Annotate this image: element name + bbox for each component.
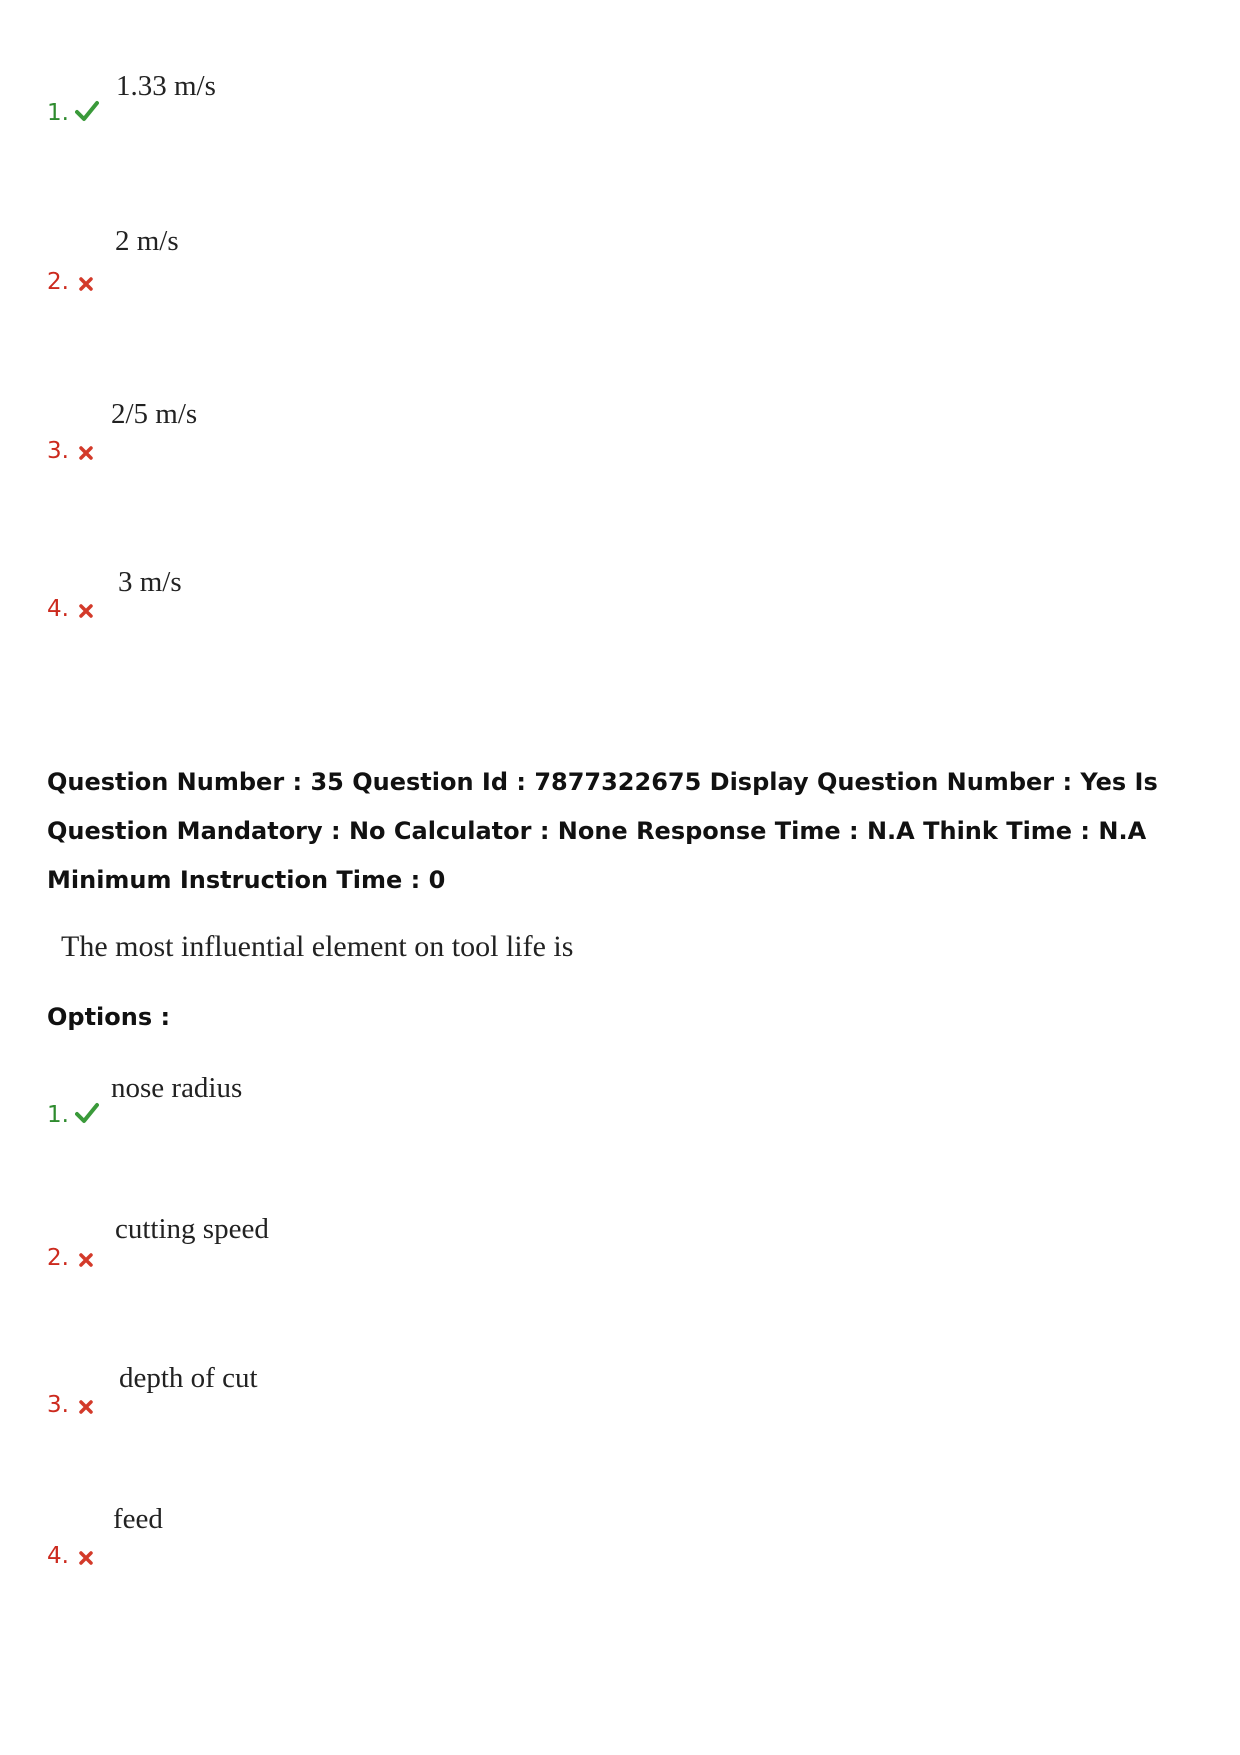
option-text: depth of cut (119, 1362, 258, 1394)
cross-icon (79, 1400, 93, 1414)
option-number: 4. (47, 596, 69, 622)
option-number: 1. (47, 100, 69, 126)
option-number: 1. (47, 1102, 69, 1128)
cross-icon (79, 277, 93, 291)
cross-icon (79, 1253, 93, 1267)
option-number: 3. (47, 438, 69, 464)
check-icon (75, 1102, 99, 1124)
option-number: 2. (47, 1245, 69, 1271)
option-text: 1.33 m/s (116, 70, 216, 102)
option-text: 3 m/s (118, 566, 182, 598)
check-icon (75, 100, 99, 122)
options-label: Options : (47, 1003, 171, 1031)
cross-icon (79, 604, 93, 618)
question-meta: Question Number : 35 Question Id : 7877322675 Display Question Number : Yes Is Question Mandatory : No Calculator : None Response Time : N.A Think Time : N.A Minimum Instruction Time : 0 (47, 768, 1158, 894)
option-text: 2/5 m/s (111, 398, 198, 430)
question-text: The most influential element on tool life is (61, 930, 574, 963)
cross-icon (79, 1551, 93, 1565)
option-number: 2. (47, 269, 69, 295)
option-number: 3. (47, 1392, 69, 1418)
option-text: feed (113, 1503, 163, 1535)
option-number: 4. (47, 1543, 69, 1569)
option-text: 2 m/s (115, 225, 179, 257)
option-text: cutting speed (115, 1213, 269, 1245)
cross-icon (79, 446, 93, 460)
option-text: nose radius (111, 1072, 243, 1104)
